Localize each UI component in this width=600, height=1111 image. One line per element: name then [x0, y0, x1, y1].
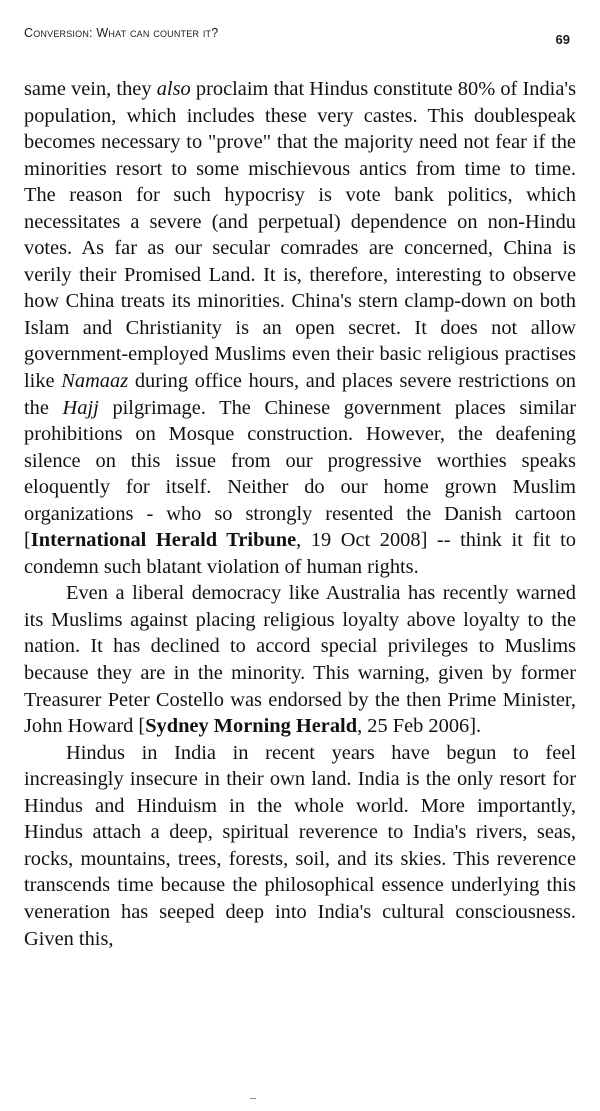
text-run: Hindus in India in recent years have begun to feel increasingly insecure in their own land. India is the only resort for Hindus and Hinduism in the whole world. More importantly, Hindus attach a deep, spiritual reverence to India's rivers, seas, rocks, mountains, trees, forests, soil, and its skies. This reverence transcends time because the philosophical essence underlying this veneration has seeped deep into India's cultural consciousness. Given this, — [24, 741, 576, 950]
source-citation: International Herald Tribune — [30, 529, 297, 552]
paragraph-2 — [24, 580, 576, 739]
paragraph-3 — [24, 740, 576, 952]
text-run: same vein, they — [24, 78, 157, 100]
italic-term: Hajj — [62, 396, 99, 419]
italic-term: also — [156, 78, 191, 100]
italic-term: Namaaz — [61, 370, 129, 393]
text-run: during office hours, and places severe restrictions on the — [24, 370, 576, 419]
text-run: , 19 Oct 2008] -- think it fit to condemn such blatant violation of human rights. — [24, 529, 576, 578]
running-head: Conversion: What can counter it? — [24, 26, 219, 40]
text-run: Even a liberal democracy like Australia has recently warned its Muslims against placing religious loyalty above loyalty to the nation. It has declined to accord special privileges to Muslims because they are in the minority. This warning, given by former Treasurer Peter Costello was endorsed by the then Prime Minister, John Howard [ — [24, 582, 576, 738]
text-run: proclaim that Hindus constitute 80% of India's population, which includes these very castes. This doublespeak becomes necessary to "prove" that the majority need not fear if the minorities resort to some mischievous antics from time to time. The reason for such hypocrisy is vote bank politics, which necessitates a severe (and perpetual) dependence on non-Hindu votes. As far as our secular comrades are concerned, China is verily their Promised Land. It is, therefore, interesting to observe how China treats its minorities. China's stern clamp-down on both Islam and Christianity is an open secret. It does not allow government-employed Muslims even their basic religious practises like — [24, 78, 577, 393]
paragraph-1 — [24, 76, 576, 580]
page-speck — [250, 1098, 256, 1099]
text-run: pilgrimage. The Chinese government places similar prohibitions on Mosque construction. However, the deafening silence on this issue from our progressive worthies speaks eloquently for itself. Neither do our home grown Muslim organizations - who so strongly resented the Danish cartoon [ — [24, 396, 576, 552]
source-citation: Sydney Morning Herald — [145, 715, 358, 738]
body-text — [24, 76, 576, 952]
text-run: , 25 Feb 2006]. — [357, 715, 482, 738]
page-number: 69 — [555, 32, 570, 47]
